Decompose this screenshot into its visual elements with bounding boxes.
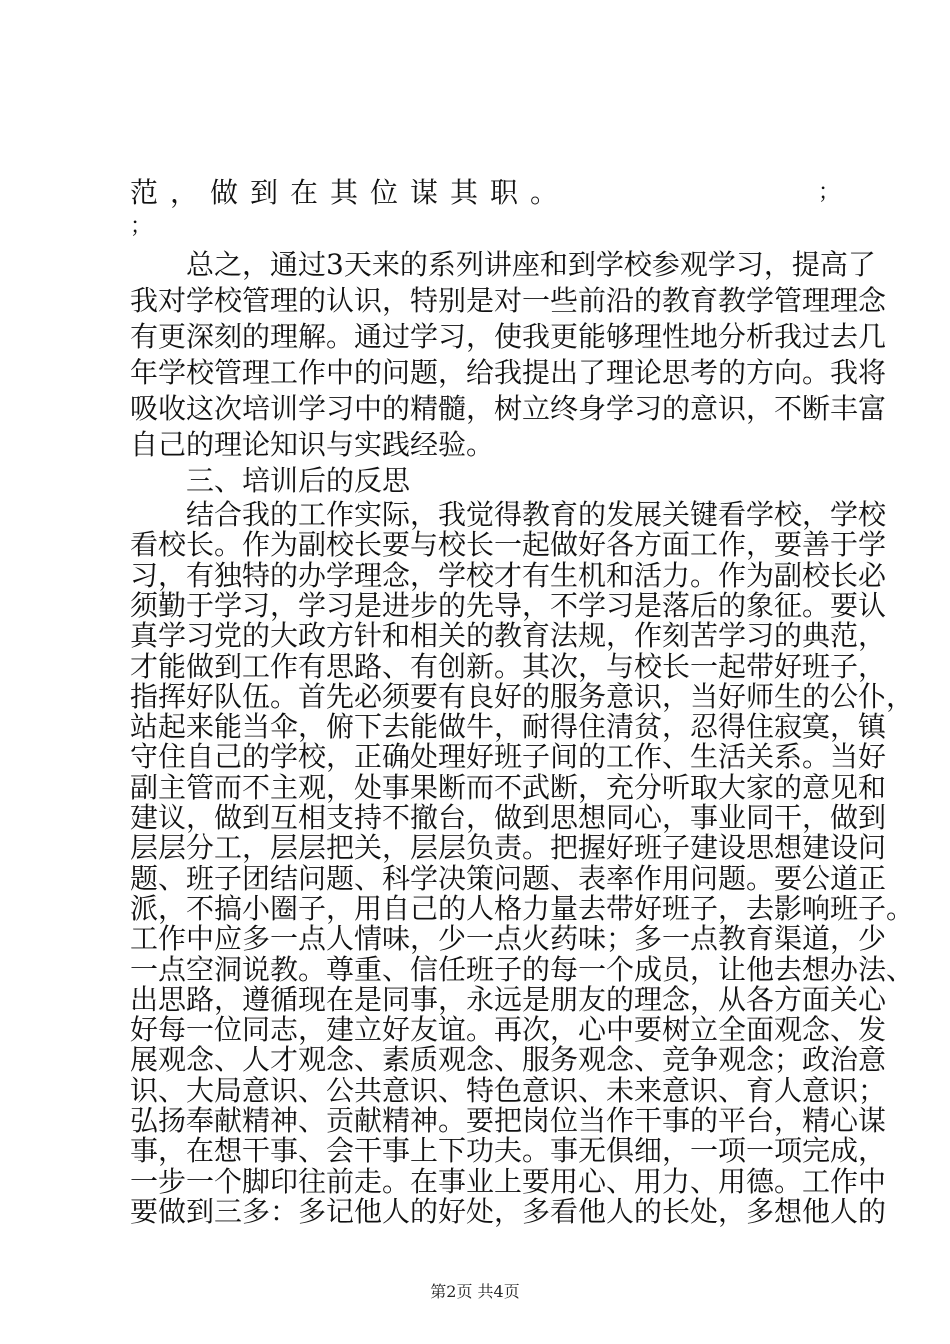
paragraph-2-line: 一点空洞说教。尊重、信任班子的每一个成员，让他去想办法、 bbox=[130, 953, 915, 986]
paragraph-2-line: 真学习党的大政方针和相关的教育法规，作刻苦学习的典范， bbox=[130, 619, 887, 652]
paragraph-2-line: 层层分工，层层把关，层层负责。把握好班子建设思想建设问 bbox=[130, 831, 887, 864]
paragraph-2-line: 站起来能当伞，俯下去能做牛，耐得住清贫，忍得住寂寞，镇 bbox=[130, 710, 887, 743]
paragraph-2-line: 副主管而不主观，处事果断而不武断，充分听取大家的意见和 bbox=[130, 771, 887, 804]
paragraph-2-line: 结合我的工作实际，我觉得教育的发展关键看学校，学校 bbox=[186, 498, 887, 531]
paragraph-2-line: 指挥好队伍。首先必须要有良好的服务意识，当好师生的公仆， bbox=[130, 680, 915, 713]
paragraph-2-line: 出思路，遵循现在是同事，永远是朋友的理念，从各方面关心 bbox=[130, 983, 887, 1016]
paragraph-2-line: 习，有独特的办学理念，学校才有生机和活力。作为副校长必 bbox=[130, 559, 887, 592]
page-number-footer: 第2页 共4页 bbox=[430, 1282, 520, 1301]
first-line-semicolon: ； bbox=[818, 180, 841, 205]
paragraph-2-line: 才能做到工作有思路、有创新。其次，与校长一起带好班子， bbox=[130, 650, 887, 683]
paragraph-2-line: 建议，做到互相支持不撤台，做到思想同心，事业同干，做到 bbox=[130, 801, 887, 834]
paragraph-2-line: 派，不搞小圈子，用自己的人格力量去带好班子，去影响班子。 bbox=[130, 892, 915, 925]
paragraph-1-line: 自己的理论知识与实践经验。 bbox=[130, 428, 495, 461]
paragraph-2-line: 须勤于学习，学习是进步的先导，不学习是落后的象征。要认 bbox=[130, 589, 887, 622]
paragraph-2-line: 事，在想干事、会干事上下功夫。事无俱细，一项一项完成， bbox=[130, 1134, 887, 1167]
first-line: 范，做到在其位谋其职。 bbox=[130, 176, 571, 209]
paragraph-2-line: 弘扬奉献精神、贡献精神。要把岗位当作干事的平台，精心谋 bbox=[130, 1104, 887, 1137]
paragraph-2-line: 要做到三多：多记他人的好处，多看他人的长处，多想他人的 bbox=[130, 1195, 887, 1228]
paragraph-2-line: 展观念、人才观念、素质观念、服务观念、竞争观念；政治意 bbox=[130, 1043, 887, 1076]
paragraph-2-line: 题、班子团结问题、科学决策问题、表率作用问题。要公道正 bbox=[130, 862, 887, 895]
paragraph-1-line: 总之，通过3天来的系列讲座和到学校参观学习，提高了 bbox=[186, 248, 876, 281]
paragraph-1-line: 吸收这次培训学习中的精髓，树立终身学习的意识，不断丰富 bbox=[130, 392, 887, 425]
second-line-semicolon: ； bbox=[130, 214, 153, 239]
paragraph-1-line: 年学校管理工作中的问题，给我提出了理论思考的方向。我将 bbox=[130, 356, 887, 389]
paragraph-2-line: 守住自己的学校，正确处理好班子间的工作、生活关系。当好 bbox=[130, 740, 887, 773]
paragraph-1-line: 我对学校管理的认识，特别是对一些前沿的教育教学管理理念 bbox=[130, 284, 887, 317]
paragraph-2-line: 好每一位同志，建立好友谊。再次，心中要树立全面观念、发 bbox=[130, 1013, 887, 1046]
paragraph-2-line: 识、大局意识、公共意识、特色意识、未来意识、育人意识； bbox=[130, 1074, 887, 1107]
section-heading: 三、培训后的反思 bbox=[186, 464, 411, 497]
paragraph-2-line: 工作中应多一点人情味，少一点火药味；多一点教育渠道，少 bbox=[130, 922, 887, 955]
paragraph-2-line: 一步一个脚印往前走。在事业上要用心、用力、用德。工作中 bbox=[130, 1165, 887, 1198]
paragraph-1-line: 有更深刻的理解。通过学习，使我更能够理性地分析我过去几 bbox=[130, 320, 887, 353]
paragraph-2-line: 看校长。作为副校长要与校长一起做好各方面工作，要善于学 bbox=[130, 528, 887, 561]
